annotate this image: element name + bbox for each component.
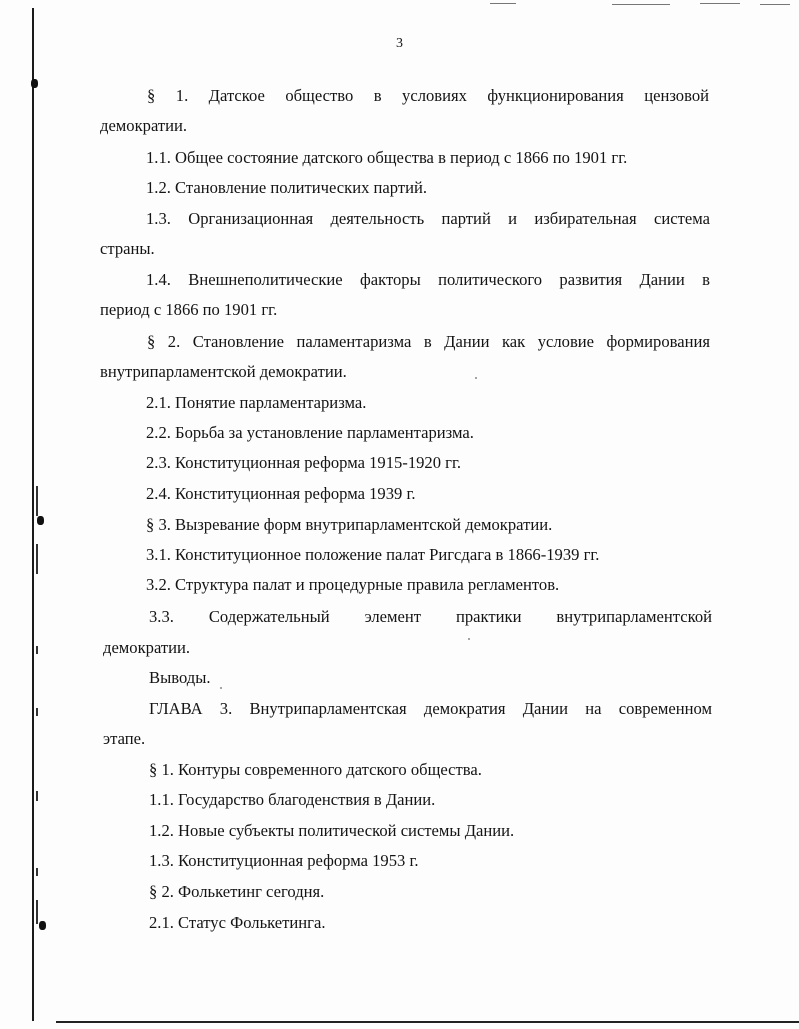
scan-margin-tick [36,708,38,716]
toc-item: 1.1. Государство благоденствия в Дании. [149,790,436,809]
scan-margin-tick [36,646,38,654]
section-3-title: § 3. Вызревание форм внутрипарламентской демократии. [146,515,553,534]
toc-item: 1.4. Внешнеполитические факторы политического развития Дании в [146,270,710,289]
scan-speck [220,687,222,689]
toc-item: 1.3. Организационная деятельность партий и избирательная система [146,209,710,228]
toc-item: 2.1. Статус Фолькетинга. [149,913,326,932]
toc-item: 1.2. Становление политических партий. [146,178,428,197]
section-1-title: § 1. Датское общество в условиях функционирования цензовой [147,86,709,105]
chapter-3-title-continuation: этапе. [103,729,146,748]
toc-item: 2.1. Понятие парламентаризма. [146,393,367,412]
scan-binding-mark [37,516,44,525]
toc-item: 1.3. Конституционная реформа 1953 г. [149,851,419,870]
toc-item-continuation: период с 1866 по 1901 гг. [100,300,278,319]
scan-margin-tick [36,791,38,801]
toc-item: 3.1. Конституционное положение палат Ригсдага в 1866-1939 гг. [146,545,600,564]
section-2-title-continuation: внутрипарламентской демократии. [100,362,347,381]
toc-item: 2.3. Конституционная реформа 1915-1920 гг. [146,453,462,472]
scan-margin-tick [36,544,38,574]
toc-item: 3.2. Структура палат и процедурные правила регламентов. [146,575,560,594]
scan-binding-mark [39,921,46,930]
scan-margin-line [32,8,34,1021]
scan-top-mark [612,4,670,5]
toc-item: 2.4. Конституционная реформа 1939 г. [146,484,416,503]
chapter-3-section-2-title: § 2. Фолькетинг сегодня. [149,882,325,901]
toc-item-continuation: страны. [100,239,155,258]
chapter-3-section-1-title: § 1. Контуры современного датского общества. [149,760,482,779]
conclusions-heading: Выводы. [149,668,211,687]
scan-top-mark [490,3,516,4]
scan-margin-tick [36,486,38,516]
toc-item-continuation: демократии. [103,638,191,657]
toc-item: 1.1. Общее состояние датского общества в период с 1866 по 1901 гг. [146,148,628,167]
section-2-title: § 2. Становление паламентаризма в Дании как условие формирования [147,332,710,351]
scan-margin-tick [36,900,38,924]
scan-bottom-line [56,1021,799,1023]
section-1-title-continuation: демократии. [100,116,188,135]
scan-speck [475,377,477,379]
scan-top-mark [700,3,740,4]
chapter-3-title: ГЛАВА 3. Внутрипарламентская демократия Дании на современном [149,699,712,718]
scan-speck [468,638,470,640]
toc-item: 3.3. Содержательный элемент практики внутрипарламентской [149,607,712,626]
scan-margin-tick [36,868,38,876]
toc-item: 1.2. Новые субъекты политической системы Дании. [149,821,515,840]
page-number: 3 [396,36,403,51]
toc-item: 2.2. Борьба за установление парламентаризма. [146,423,474,442]
scan-top-mark [760,4,790,5]
scan-binding-mark [31,79,38,88]
